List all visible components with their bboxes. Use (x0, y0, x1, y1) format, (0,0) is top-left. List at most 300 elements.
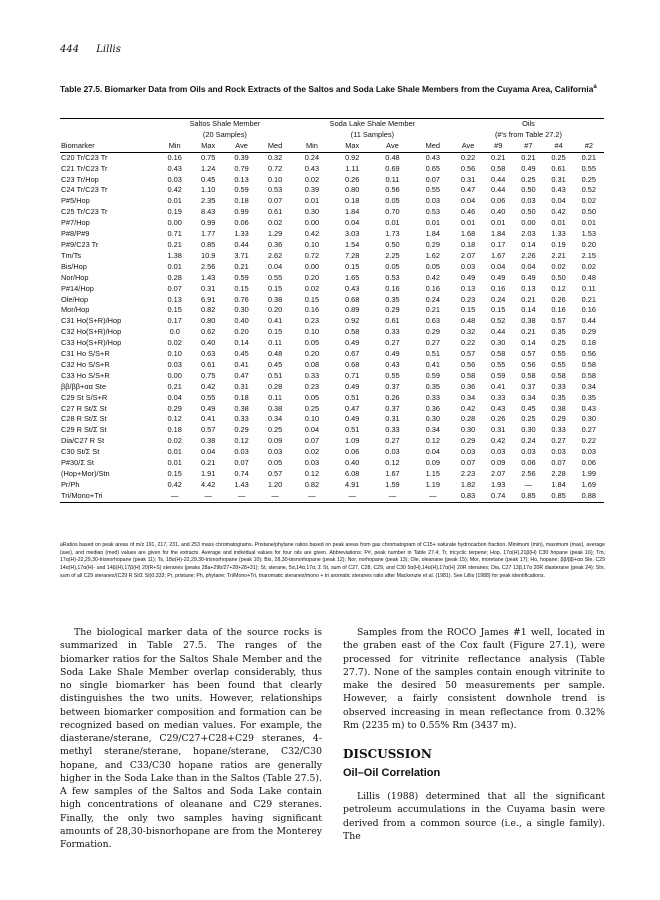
table-cell: 0.59 (425, 370, 440, 380)
table-cell: 1.33 (551, 229, 566, 239)
table-cell: 0.01 (167, 447, 182, 457)
table-cell: 0.55 (551, 359, 566, 369)
table-cell: 0.19 (551, 239, 566, 249)
table-cell: 0.17 (167, 316, 182, 326)
biomarker-name: C32 Ho S/S+R (61, 359, 110, 369)
table-cell: 0.04 (200, 447, 216, 457)
table-cell: 0.49 (460, 272, 476, 282)
table-cell: 0.42 (425, 272, 440, 282)
column-header: Ave (225, 141, 258, 152)
table-cell: 0.34 (460, 392, 476, 402)
table-cell: 0.12 (551, 283, 566, 293)
table-row (60, 371, 604, 382)
table-cell: 0.07 (167, 283, 182, 293)
table-cell: 0.31 (551, 174, 566, 184)
table-cell: 0.43 (345, 283, 360, 293)
table-cell: 0.06 (234, 218, 249, 228)
table-cell: 0.03 (460, 261, 476, 271)
column-header: Max (191, 141, 224, 152)
table-cell: 0.48 (267, 349, 283, 359)
table-cell: 0.67 (345, 349, 360, 359)
table-cell: 0.22 (460, 152, 476, 162)
table-cell: 0.85 (513, 491, 543, 502)
table-cell: 0.05 (385, 261, 400, 271)
biomarker-name: C32 Ho(S+R)/Hop (61, 327, 122, 337)
table-cell: 0.83 (453, 491, 483, 502)
table-cell: 0.48 (581, 272, 597, 282)
table-row (60, 240, 604, 251)
table-cell: 0.10 (304, 414, 320, 424)
table-cell: 0.00 (304, 261, 320, 271)
table-cell: 0.43 (581, 403, 597, 413)
page-number: 444 (60, 44, 80, 55)
table-cell: 0.45 (267, 359, 283, 369)
table-cell: 0.45 (234, 349, 249, 359)
table-cell: 0.28 (167, 272, 182, 282)
table-cell: 0.48 (460, 316, 476, 326)
table-row (60, 207, 604, 218)
table-row (60, 218, 604, 229)
table-cell: 0.02 (581, 196, 597, 206)
biomarker-name: C33 Ho S/S+R (61, 370, 110, 380)
table-cell: 0.00 (521, 218, 536, 228)
table-cell: 0.04 (551, 196, 566, 206)
table-cell: 0.21 (581, 152, 597, 162)
table-cell: 0.15 (234, 283, 249, 293)
table-cell: 0.27 (425, 338, 440, 348)
table-cell: 0.24 (304, 152, 320, 162)
table-cell: 0.58 (551, 370, 566, 380)
table-cell: 2.26 (521, 250, 536, 260)
column-header: #2 (574, 141, 604, 152)
table-cell: 0.24 (491, 294, 506, 304)
table-cell: 1.73 (385, 229, 400, 239)
subsection-title: Oil–Oil Correlation (343, 767, 441, 779)
table-cell: 0.50 (521, 207, 536, 217)
table-row (60, 316, 604, 327)
table-cell: 0.41 (491, 381, 506, 391)
table-row (60, 175, 604, 186)
column-header: #7 (513, 141, 543, 152)
table-cell: 0.72 (267, 163, 283, 173)
table-cell: 0.03 (234, 447, 249, 457)
table-cell: 0.35 (551, 392, 566, 402)
table-cell: 0.02 (167, 436, 182, 446)
table-cell: 0.32 (267, 152, 283, 162)
table-cell: 0.49 (200, 403, 216, 413)
table-cell: 1.84 (425, 229, 440, 239)
table-cell: 1.84 (491, 229, 506, 239)
table-cell: 0.05 (385, 196, 400, 206)
table-cell: 2.56 (521, 469, 536, 478)
table-cell: 0.38 (234, 403, 249, 413)
table-cell: 0.30 (234, 305, 249, 315)
table-cell: 0.43 (425, 152, 440, 162)
table-cell: — (158, 491, 191, 502)
table-cell: 0.89 (345, 305, 360, 315)
table-cell: 1.20 (267, 479, 283, 489)
table-cell: 1.91 (200, 469, 216, 478)
table-cell: 0.48 (385, 152, 400, 162)
table-cell: 0.58 (491, 163, 506, 173)
table-cell: 0.39 (234, 152, 249, 162)
biomarker-header: Biomarker (60, 141, 158, 152)
table-cell: 0.44 (491, 327, 506, 337)
table-caption-text: Table 27.5. Biomarker Data from Oils and Rock Extracts of the Saltos and Soda Lake Shale Members from the Cuyama Area, California (60, 83, 594, 94)
table-cell: 0.36 (460, 381, 476, 391)
table-row (60, 393, 604, 404)
table-cell: 1.67 (385, 469, 400, 478)
table-cell: 0.03 (267, 447, 283, 457)
table-cell: 0.57 (551, 316, 566, 326)
table-cell: 0.15 (167, 305, 182, 315)
table-cell: 1.54 (345, 239, 360, 249)
table-cell: 0.01 (167, 458, 182, 468)
table-cell: 0.26 (551, 294, 566, 304)
biomarker-name: C30 St/Σ St (61, 447, 100, 457)
table-row (60, 349, 604, 360)
table-row (60, 425, 604, 436)
table-cell: 0.42 (460, 403, 476, 413)
biomarker-name: C24 Tr/C23 Tr (61, 185, 108, 195)
table-cell: 0.16 (425, 283, 440, 293)
table-cell: 0.05 (304, 338, 320, 348)
table-cell: 0.33 (234, 414, 249, 424)
table-cell: 0.01 (491, 218, 506, 228)
table-cell: 2.35 (200, 196, 216, 206)
table-cell: 0.17 (491, 239, 506, 249)
table-row (60, 404, 604, 415)
table-row (60, 295, 604, 306)
biomarker-name: Bis/Hop (61, 261, 87, 271)
table-caption-note: a (593, 84, 597, 90)
table-cell: 0.36 (425, 403, 440, 413)
table-cell: 0.01 (304, 196, 320, 206)
biomarker-name: Nor/Hop (61, 272, 89, 282)
table-cell: 0.57 (200, 425, 216, 435)
table-cell: 0.41 (234, 359, 249, 369)
group-oils-name: Oils (453, 119, 604, 130)
group-saltos-name: Saltos Shale Member (158, 119, 292, 130)
group-saltos-count: (20 Samples) (202, 129, 247, 139)
table-cell: 0.40 (200, 338, 216, 348)
table-cell: 0.26 (385, 392, 400, 402)
body-paragraph-right-2: Lillis (1988) determined that all the significant petroleum accumulations in the Cuyama basin were derived from a common source (i.e., a single family). The (343, 791, 605, 842)
table-cell: 2.25 (385, 250, 400, 260)
biomarker-name: Pr/Ph (61, 479, 80, 489)
table-cell: 0.05 (304, 392, 320, 402)
table-cell: 0.11 (385, 174, 400, 184)
table-cell: 0.36 (267, 239, 283, 249)
table-cell: 0.58 (521, 370, 536, 380)
table-cell: 0.33 (425, 392, 440, 402)
table-cell: 0.38 (551, 403, 566, 413)
table-cell: — (225, 491, 258, 502)
table-cell: 0.49 (385, 349, 400, 359)
table-cell: 0.57 (267, 469, 283, 478)
table-cell: 0.43 (304, 163, 320, 173)
table-cell: 0.99 (200, 218, 216, 228)
table-cell: 0.47 (345, 403, 360, 413)
biomarker-name: ββ/ββ+αα Ste (61, 381, 107, 391)
table-cell: 4.91 (345, 479, 360, 489)
table-cell: 0.18 (234, 196, 249, 206)
table-row (60, 229, 604, 240)
table-cell: 0.18 (234, 392, 249, 402)
table-cell: 2.03 (521, 229, 536, 239)
table-cell: 0.02 (267, 218, 283, 228)
table-cell: 0.06 (581, 458, 597, 468)
table-row (60, 164, 604, 175)
table-cell: 0.16 (304, 305, 320, 315)
table-cell: 0.46 (460, 207, 476, 217)
table-cell: 0.21 (167, 239, 182, 249)
table-cell: 0.03 (385, 447, 400, 457)
biomarker-name: C23 Tr/Hop (61, 174, 99, 184)
table-cell: 1.19 (425, 479, 440, 489)
table-cell: 0.76 (234, 294, 249, 304)
table-cell: 0.43 (551, 185, 566, 195)
table-row (60, 360, 604, 371)
table-cell: 0.53 (267, 185, 283, 195)
table-cell: 0.15 (491, 305, 506, 315)
table-cell: 0.74 (483, 491, 513, 502)
table-cell: 0.80 (345, 185, 360, 195)
table-cell: 0.01 (551, 218, 566, 228)
biomarker-name: C27 R St/Σ St (61, 403, 107, 413)
table-cell: 0.42 (304, 229, 320, 239)
table-cell: 0.34 (581, 381, 597, 391)
table-row (60, 251, 604, 262)
table-cell: 0.03 (521, 447, 536, 457)
table-cell: 0.09 (425, 458, 440, 468)
biomarker-name: P#7/Hop (61, 218, 90, 228)
table-cell: 0.50 (581, 207, 597, 217)
table-cell: 0.42 (167, 185, 182, 195)
table-cell: 0.07 (304, 436, 320, 446)
table-cell: 0.11 (268, 338, 282, 348)
table-cell: 0.27 (581, 425, 597, 435)
table-cell: 0.47 (460, 185, 476, 195)
table-cell: 0.33 (491, 392, 506, 402)
table-cell: 0.58 (491, 349, 506, 359)
table-row (60, 382, 604, 393)
table-cell: 0.56 (460, 359, 476, 369)
table-cell: — (524, 479, 533, 489)
table-cell: 0.29 (385, 305, 400, 315)
table-cell: 0.15 (345, 261, 360, 271)
table-cell: 0.01 (167, 261, 182, 271)
table-cell: 0.21 (521, 327, 536, 337)
table-cell: 0.27 (385, 436, 400, 446)
table-cell: 0.03 (167, 359, 182, 369)
table-cell: 6.91 (200, 294, 216, 304)
table-cell: 0.20 (304, 272, 320, 282)
table-cell: 0.45 (521, 403, 536, 413)
table-cell: 0.53 (425, 207, 440, 217)
table-cell: 0.35 (385, 294, 400, 304)
table-cell: 0.49 (345, 414, 360, 424)
biomarker-name: Ole/Hop (61, 294, 89, 304)
table-cell: 0.39 (304, 185, 320, 195)
table-caption (60, 82, 600, 95)
table-cell: 0.41 (200, 414, 216, 424)
table-cell: 0.55 (491, 359, 506, 369)
table-cell: 0.12 (385, 458, 400, 468)
table-cell: 0.04 (345, 218, 360, 228)
table-cell: 0.10 (167, 349, 182, 359)
table-row (60, 305, 604, 316)
table-cell: 1.62 (425, 250, 440, 260)
table-footnote: aRatios based on peak areas of m/z 191, 217, 231, and 253 mass chromatograms. Pristane/phytane ratios based on peak areas from gas chromatogram of C15+ saturate hydrocarbon fraction. Minimum (min), maximum (max), average (ave), and median (med) values are given for the extracts. Average and individual values for four oils are given. Abbreviations: P#, peak number in Table 27.4; Tr, tricyclic terpene; Hop, 17α(H),21β(H) C30 hopane (peak 16); Tm, 17α(H)-22,29,30-trisnorhopane (peak 11); Ts, 18α(H)-22,29,30-trisnorhopane (peak 10); Bis, 28,30-bisnorhopane (peak 12); Nor, norhopane (peak 13); Ole, oleanane (peak 15); Mor, moretane (peak 17); Ho, hopane; ββ/ββ+αα Ste, C29 14α(H),17α(H)- and 14β(H),17β(H) 20(R+S) steranes (peaks 28a+29b/27+28+28+31); St, sterane, 5α,14α,17α; Σ St, sum of C27, C28, C29, and C30 5α(H),14α(H),17α(H) 20R steranes; Dia, C27 13β,17α 20R diasterane (peak 24); Stn, sum of all C29 steranes/(C29 R St/Σ St)0.333; Pr, pristane; Ph, phytane; Tri/Mono+Tri, triaromatic steranes/mono + tri aromatic steranes ratio after Mackenzie et al. (1981). See Lillis (1988) for peak identifications. (60, 542, 605, 579)
table-cell: 0.56 (581, 349, 597, 359)
biomarker-name: Mor/Hop (61, 305, 90, 315)
table-cell: 1.29 (267, 229, 283, 239)
table-cell: 0.47 (234, 370, 249, 380)
biomarker-name: Tm/Ts (61, 250, 82, 260)
table-cell: 0.43 (385, 359, 400, 369)
table-cell: 0.16 (491, 283, 506, 293)
table-cell: 0.49 (345, 381, 360, 391)
table-cell: 0.02 (304, 447, 320, 457)
biomarker-name: C31 Ho S/S+R (61, 349, 110, 359)
biomarker-name: C29 R St/Σ St (61, 425, 107, 435)
table-cell: 0.11 (268, 392, 282, 402)
table-cell: 0.34 (267, 414, 283, 424)
table-cell: 0.26 (345, 174, 360, 184)
header-spacer (60, 119, 158, 130)
table-cell: 0.20 (304, 349, 320, 359)
table-cell: 1.84 (551, 479, 566, 489)
table-cell: 0.82 (304, 479, 320, 489)
column-header: Max (332, 141, 372, 152)
table-cell: 0.71 (345, 370, 360, 380)
table-cell: 0.18 (581, 338, 597, 348)
table-cell: 0.05 (267, 458, 283, 468)
table-body (60, 152, 604, 502)
table-cell: 0.57 (460, 349, 476, 359)
table-cell: 0.25 (267, 425, 283, 435)
table-cell: 0.50 (385, 239, 400, 249)
table-cell: 0.14 (521, 305, 536, 315)
table-cell: 0.32 (460, 327, 476, 337)
table-cell: 0.21 (167, 381, 182, 391)
table-cell: 0.03 (460, 447, 476, 457)
table-cell: 0.38 (200, 436, 216, 446)
table-cell: 0.56 (521, 359, 536, 369)
table-cell: 0.15 (267, 283, 283, 293)
table-cell: 0.02 (581, 261, 597, 271)
table-cell: 0.42 (491, 436, 506, 446)
group-oils-ref: (#'s from Table 27.2) (494, 129, 562, 139)
table-cell: 1.09 (345, 436, 360, 446)
biomarker-name: C29 St S/S+R (61, 392, 108, 402)
table-row (60, 436, 604, 447)
table-cell: 0.10 (304, 327, 320, 337)
table-cell: 2.28 (551, 469, 566, 478)
table-cell: 0.07 (425, 174, 440, 184)
table-cell: 0.61 (267, 207, 283, 217)
table-cell: 0.71 (167, 229, 182, 239)
table-row (60, 284, 604, 295)
table-cell: 0.58 (581, 359, 597, 369)
table-cell: 1.11 (345, 163, 360, 173)
table-cell: 0.31 (491, 425, 506, 435)
table-cell: 0.18 (345, 196, 360, 206)
table-cell: 0.0 (169, 327, 180, 337)
table-row (60, 262, 604, 273)
table-cell: 0.68 (345, 294, 360, 304)
table-cell: 0.27 (385, 338, 400, 348)
table-cell: 0.00 (167, 218, 182, 228)
table-cell: 0.25 (551, 152, 566, 162)
table-cell: 0.13 (167, 294, 182, 304)
table-cell: 1.82 (460, 479, 476, 489)
table-cell: 1.65 (345, 272, 360, 282)
table-cell: 0.43 (491, 403, 506, 413)
table-cell: 0.14 (234, 338, 249, 348)
table-row (60, 447, 604, 458)
table-cell: 0.74 (234, 469, 249, 478)
table-cell: 0.50 (521, 185, 536, 195)
table-cell: 0.51 (345, 392, 360, 402)
table-cell: 0.53 (385, 272, 400, 282)
table-cell: 0.08 (304, 359, 320, 369)
table-cell: 0.26 (491, 414, 506, 424)
table-cell: 0.21 (234, 261, 249, 271)
table-cell: 1.53 (581, 229, 597, 239)
table-cell: — (191, 491, 224, 502)
table-cell: 10.9 (200, 250, 216, 260)
column-header: Ave (453, 141, 483, 152)
table-cell: 0.70 (385, 207, 400, 217)
table-cell: 0.29 (460, 436, 476, 446)
biomarker-name: P#30/Σ St (61, 458, 94, 468)
table-cell: 0.09 (267, 436, 283, 446)
table-cell: 0.25 (521, 174, 536, 184)
table-cell: 0.49 (521, 272, 536, 282)
table-cell: — (292, 491, 332, 502)
table-cell: 0.92 (345, 316, 360, 326)
table-cell: 0.40 (234, 316, 249, 326)
table-cell: 0.49 (521, 163, 536, 173)
table-cell: 2.15 (581, 250, 597, 260)
table-cell: 0.62 (200, 327, 216, 337)
table-cell: 0.51 (267, 370, 283, 380)
table-cell: 1.33 (234, 229, 249, 239)
table-cell: 0.18 (460, 239, 476, 249)
table-cell: 0.15 (267, 327, 283, 337)
table-cell: 1.84 (345, 207, 360, 217)
table-cell: 0.80 (200, 316, 216, 326)
table-row (60, 469, 604, 480)
table-cell: 0.21 (521, 294, 536, 304)
table-cell: 0.33 (304, 370, 320, 380)
table-cell: 0.28 (267, 381, 283, 391)
table-cell: 0.27 (551, 436, 566, 446)
table-cell: 0.06 (521, 458, 536, 468)
table-cell: 0.13 (521, 283, 536, 293)
table-cell: 0.03 (491, 447, 506, 457)
table-cell: 2.23 (460, 469, 476, 478)
table-cell: 6.08 (345, 469, 360, 478)
group-soda-lake-count: (11 Samples) (350, 129, 395, 139)
table-cell: 2.07 (491, 469, 506, 478)
table-cell: 0.33 (551, 381, 566, 391)
table-cell: 0.21 (200, 458, 216, 468)
table-cell: 1.77 (200, 229, 216, 239)
table-cell: 0.21 (491, 152, 506, 162)
